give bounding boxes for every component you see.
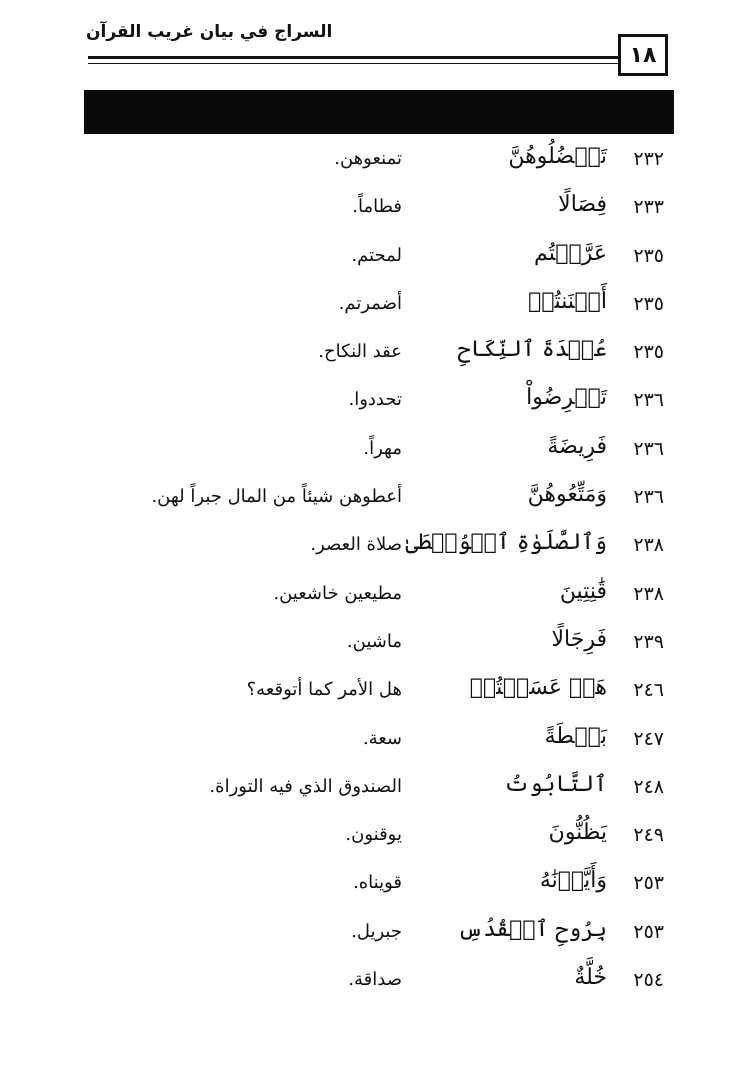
quran-word: فَرِيضَةً [547, 433, 607, 459]
quran-word: تَفۡرِضُواْ [526, 385, 607, 411]
verse-number: ٢٣٥ [633, 341, 664, 364]
word-meaning: عقد النكاح. [318, 341, 402, 363]
word-meaning: صلاة العصر. [310, 534, 402, 556]
word-meaning: تحددوا. [348, 389, 402, 411]
verse-number: ٢٣٦ [633, 389, 664, 412]
verse-number: ٢٥٤ [633, 969, 664, 992]
verse-number: ٢٤٧ [633, 727, 664, 750]
glossary-row [0, 766, 755, 814]
quran-word: وَٱلصَّلَوٰةِ ٱلۡوُسۡطَىٰ [405, 530, 607, 556]
glossary-row [0, 524, 755, 572]
glossary-row [0, 138, 755, 186]
verse-number: ٢٣٦ [633, 437, 664, 460]
glossary-row [0, 235, 755, 283]
word-meaning: تمنعوهن. [334, 148, 402, 169]
glossary-row [0, 573, 755, 621]
quran-word: هَلۡ عَسَيۡتُمۡ [469, 675, 607, 701]
verse-number: ٢٣٨ [633, 534, 664, 557]
word-meaning: الصندوق الذي فيه التوراة. [209, 775, 402, 797]
quran-word: وَأَيَّدۡنَٰهُ [539, 868, 607, 894]
word-meaning: يوقنون. [345, 824, 402, 846]
glossary-row [0, 186, 755, 234]
word-meaning: مطيعين خاشعين. [273, 582, 402, 604]
glossary-row [0, 814, 755, 862]
word-meaning: جبريل. [351, 920, 402, 942]
glossary-row [0, 862, 755, 910]
word-meaning: صداقة. [348, 969, 402, 991]
word-meaning: مهراً. [363, 437, 402, 459]
word-meaning: ماشين. [346, 630, 402, 652]
glossary-row [0, 379, 755, 427]
verse-number: ٢٤٦ [633, 679, 664, 702]
quran-word: بِرُوحِ ٱلۡقُدُسِ [457, 916, 607, 942]
quran-word: يَظُنُّونَ [548, 820, 607, 846]
word-meaning: هل الأمر كما أتوقعه؟ [246, 679, 402, 701]
glossary-row [0, 331, 755, 379]
quran-word: بَسۡطَةً [544, 723, 607, 749]
word-meaning: أعطوهن شيئاً من المال جبراً لهن. [151, 486, 402, 508]
header-rule-thick [88, 56, 618, 59]
black-header-band [84, 90, 674, 134]
quran-word: فَرِجَالًا [551, 626, 607, 652]
word-meaning: أضمرتم. [338, 292, 402, 314]
glossary-row [0, 621, 755, 669]
verse-number: ٢٣٥ [633, 244, 664, 267]
quran-word: وَمَتِّعُوهُنَّ [527, 482, 607, 508]
quran-word: قَٰنِتِينَ [559, 578, 607, 604]
header-rule-thin [88, 63, 618, 64]
page-number-box [618, 34, 668, 76]
quran-word: عُقۡدَةَ ٱلنِّكَاحِ [457, 337, 607, 363]
quran-word: عَرَّضۡتُم [534, 240, 607, 266]
verse-number: ٢٣٦ [633, 486, 664, 509]
quran-word: تَعۡضُلُوهُنَّ [508, 144, 607, 169]
verse-number: ٢٤٩ [633, 824, 664, 847]
quran-word: ٱلتَّابُوتُ [503, 771, 607, 797]
word-meaning: لمحتم. [351, 244, 402, 266]
verse-number: ٢٣٢ [633, 148, 664, 170]
glossary-row [0, 669, 755, 717]
verse-number: ٢٤٨ [633, 775, 664, 798]
word-meaning: سعة. [362, 727, 402, 749]
quran-word: فِصَالًا [558, 192, 607, 218]
verse-number: ٢٥٣ [633, 872, 664, 895]
glossary-row [0, 428, 755, 476]
glossary-row [0, 959, 755, 1007]
glossary-entries [0, 138, 755, 1007]
verse-number: ٢٣٥ [633, 292, 664, 315]
glossary-row [0, 283, 755, 331]
verse-number: ٢٣٩ [633, 630, 664, 653]
glossary-row [0, 476, 755, 524]
word-meaning: فطاماً. [352, 196, 402, 218]
glossary-row [0, 911, 755, 959]
verse-number: ٢٣٣ [633, 196, 664, 219]
verse-number: ٢٣٨ [633, 582, 664, 605]
quran-word: أَكۡنَنتُمۡ [528, 288, 607, 314]
glossary-row [0, 718, 755, 766]
page-number: ١٨ [629, 42, 657, 68]
book-title: السراج في بيان غريب القرآن [86, 22, 333, 42]
verse-number: ٢٥٣ [633, 920, 664, 943]
word-meaning: قويناه. [353, 872, 402, 894]
quran-word: خُلَّةٌ [574, 965, 607, 991]
